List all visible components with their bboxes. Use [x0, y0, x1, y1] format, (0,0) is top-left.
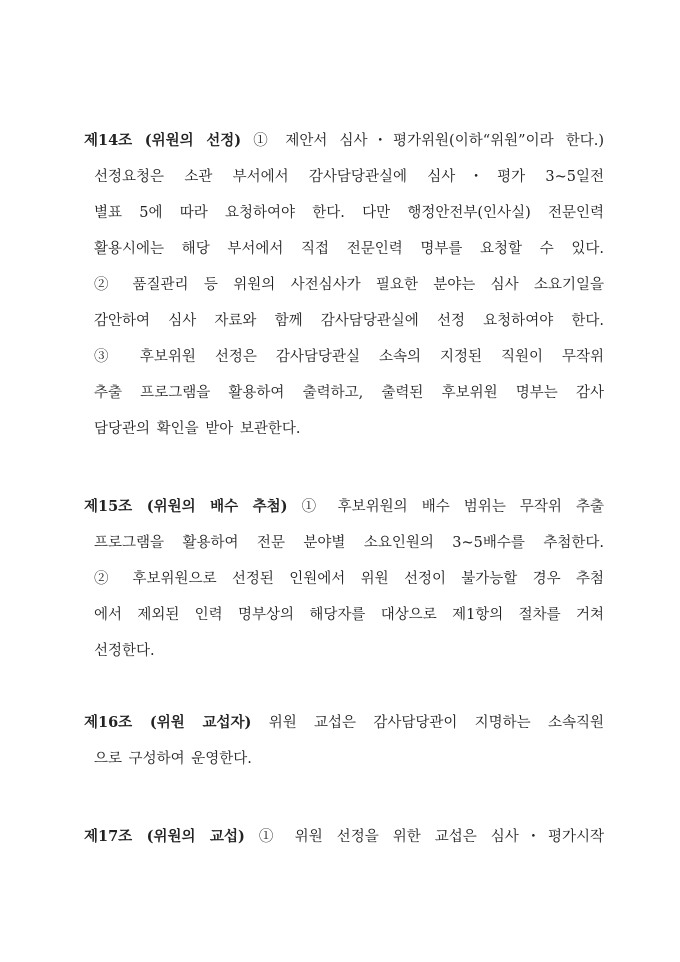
article-14-text-line-3: 별표 5에 따라 요청하여야 한다. 다만 행정안전부(인사실) 전문인력	[94, 205, 604, 221]
article-16-text-line-1: 위원 교섭은 감사담당관이 지명하는 소속직원	[268, 715, 604, 731]
article-14-first-line	[84, 123, 604, 159]
article-14-text-line-5: ② 품질관리 등 위원의 사전심사가 필요한 분야는 심사 소요기일을	[94, 277, 604, 293]
article-17-first-line	[84, 819, 604, 855]
article-15-text-line-2: 프로그램을 활용하여 전문 분야별 소요인원의 3~5배수를 추첨한다.	[94, 535, 604, 551]
article-17-heading: 제17조 (위원의 교섭)	[84, 828, 245, 845]
article-17	[84, 819, 604, 855]
article-14-text-line-6: 감안하여 심사 자료와 함께 감사담당관실에 선정 요청하여야 한다.	[94, 313, 604, 329]
article-15-text-line-3: ② 후보위원으로 선정된 인원에서 위원 선정이 불가능할 경우 추첨	[94, 571, 604, 587]
article-15-text-line-1: ① 후보위원의 배수 범위는 무작위 추출	[301, 499, 605, 515]
article-14-text-line-1: ① 제안서 심사・평가위원(이하“위원”이라 한다.)	[253, 133, 604, 149]
article-16	[84, 705, 604, 777]
article-16-text-line-2: 으로 구성하여 운영한다.	[94, 751, 252, 767]
article-17-text-line-1: ① 위원 선정을 위한 교섭은 심사・평가시작	[258, 829, 605, 845]
article-15-text-line-5: 선정한다.	[94, 643, 155, 659]
article-14	[84, 123, 604, 447]
article-14-text-line-2: 선정요청은 소관 부서에서 감사담당관실에 심사・평가 3~5일전	[94, 169, 604, 185]
article-15-heading: 제15조 (위원의 배수 추첨)	[84, 498, 288, 515]
article-14-text-line-9: 담당관의 확인을 받아 보관한다.	[94, 421, 301, 437]
article-15-first-line	[84, 489, 604, 525]
article-14-text-line-7: ③ 후보위원 선정은 감사담당관실 소속의 지정된 직원이 무작위	[94, 349, 604, 365]
article-14-heading: 제14조 (위원의 선정)	[84, 132, 242, 149]
article-16-first-line	[84, 705, 604, 741]
article-16-heading: 제16조 (위원 교섭자)	[84, 714, 252, 731]
article-15	[84, 489, 604, 669]
article-15-text-line-4: 에서 제외된 인력 명부상의 해당자를 대상으로 제1항의 절차를 거쳐	[94, 607, 604, 623]
article-14-text-line-4: 활용시에는 해당 부서에서 직접 전문인력 명부를 요청할 수 있다.	[94, 241, 604, 257]
article-14-text-line-8: 추출 프로그램을 활용하여 출력하고, 출력된 후보위원 명부는 감사	[94, 385, 604, 401]
